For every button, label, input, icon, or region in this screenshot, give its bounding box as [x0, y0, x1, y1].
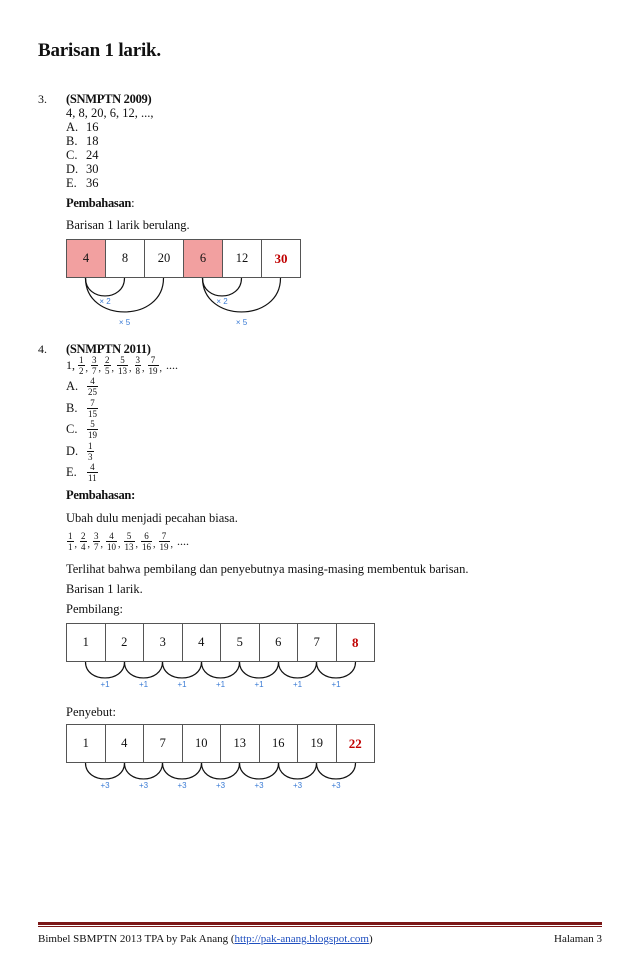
pembilang-cell: 1 [67, 624, 106, 662]
q4-source: (SNMPTN 2011) [66, 342, 151, 356]
q3-cell: 6 [184, 240, 223, 278]
penyebut-arc-label: +3 [100, 781, 110, 790]
penyebut-cell-answer: 22 [336, 725, 375, 763]
penyebut-arc [86, 763, 125, 779]
q3-arc-label-times2: × 2 [99, 297, 111, 306]
q3-option-e: E. 36 [66, 176, 99, 190]
q3-cell: 4 [67, 240, 106, 278]
q3-sequence: 4, 8, 20, 6, 12, ..., [66, 106, 154, 120]
q3-arc-label-times2: × 2 [216, 297, 228, 306]
penyebut-cell: 13 [221, 725, 260, 763]
penyebut-arc [163, 763, 202, 779]
q3-explanation: Barisan 1 larik berulang. [66, 218, 190, 232]
pembilang-cell: 6 [259, 624, 298, 662]
q4-seq-tail: .... [166, 358, 178, 372]
footer-link[interactable]: http://pak-anang.blogspot.com [234, 933, 369, 945]
pembilang-arc [86, 662, 125, 678]
q4-option-fraction: $\frac{1}{3}$ [88, 440, 93, 462]
penyebut-cell: 10 [182, 725, 221, 763]
q3-source: (SNMPTN 2009) [66, 92, 152, 106]
q4-converted-fraction: $\frac{6}{16}$ [142, 531, 151, 552]
penyebut-arc [317, 763, 356, 779]
penyebut-arc-label: +3 [215, 781, 226, 790]
q4-seq-fraction: $\frac{5}{13}$ [118, 355, 127, 376]
q4-seq-lead: 1, [66, 358, 75, 372]
pembilang-arc-label: +1 [177, 680, 187, 689]
pembilang-cell-answer: 8 [336, 624, 375, 662]
q3-option-b: B. 18 [66, 134, 99, 148]
pembilang-arc-label: +1 [331, 680, 341, 689]
penyebut-arc-label: +3 [138, 781, 149, 790]
pembilang-arc [202, 662, 240, 678]
q4-seq-fraction: $\frac{3}{8}$ [135, 355, 140, 376]
pembilang-label: Pembilang: [66, 602, 123, 616]
q4-pembahasan-heading: Pembahasan: [66, 488, 135, 502]
q3-option-d: D. 30 [66, 162, 99, 176]
penyebut-cell: 4 [105, 725, 144, 763]
penyebut-arc [279, 763, 317, 779]
pembilang-arc-label: +1 [100, 680, 110, 689]
q4-option-c: C. $\frac{5}{19}$ [66, 419, 97, 441]
footer-rule [38, 922, 602, 925]
q4-converted-fraction: $\frac{5}{13}$ [124, 531, 134, 552]
q4-converted-fraction: $\frac{7}{19}$ [159, 531, 169, 552]
q3-arc-label-times5: × 5 [118, 318, 131, 327]
q4-converted-fraction: $\frac{2}{4}$ [81, 531, 86, 552]
q3-option-c: C. 24 [66, 148, 99, 162]
q3-arc-times2 [203, 278, 242, 296]
q4-option-d: D. $\frac{1}{3}$ [66, 440, 93, 462]
pembilang-arc [279, 662, 317, 678]
q3-number: 3. [38, 92, 47, 106]
q4-option-a: A. $\frac{4}{25}$ [66, 376, 97, 398]
penyebut-cell: 7 [144, 725, 183, 763]
page-number: Halaman 3 [554, 933, 602, 945]
q4-option-fraction: $\frac{4}{11}$ [88, 462, 97, 484]
penyebut-arc-label: +3 [177, 781, 187, 790]
q4-seq-fraction: $\frac{3}{7}$ [92, 355, 97, 376]
q4-converted-tail: .... [177, 534, 189, 548]
q4-options [66, 376, 99, 484]
q4-number: 4. [38, 342, 47, 356]
q4-explanation-2: Terlihat bahwa pembilang dan penyebutnya masing-masing membentuk barisan. [66, 562, 469, 576]
pembilang-cell: 3 [144, 624, 183, 662]
penyebut-cell: 1 [67, 725, 106, 763]
q4-converted-sequence: $\frac{1}{1}$ , $\frac{2}{4}$ , $\frac{3}{7}$ , $\frac{4}{10}$ , $\frac{5}{13}$ , $\frac{6}{16}$ , $\frac{7}{19}$ , .... [68, 531, 189, 552]
pembilang-cell: 7 [298, 624, 337, 662]
penyebut-arc-label: +3 [254, 781, 264, 790]
pembilang-arc-label: +1 [254, 680, 264, 689]
penyebut-arc [202, 763, 240, 779]
q4-option-b: B. $\frac{7}{15}$ [66, 397, 97, 419]
penyebut-arc [125, 763, 163, 779]
q3-cell-answer: 30 [262, 240, 301, 278]
q3-cell: 12 [223, 240, 262, 278]
pembilang-arc-label: +1 [138, 680, 149, 689]
section-title: Barisan 1 larik. [38, 40, 161, 61]
q3-arc-times2 [86, 278, 125, 296]
q4-sequence: 1, $\frac{1}{2}$ , $\frac{3}{7}$ , $\frac{2}{5}$ , $\frac{5}{13}$ , $\frac{3}{8}$ , $\frac{7}{19}$ , .... [66, 355, 178, 376]
q3-cell: 8 [106, 240, 145, 278]
pembilang-cell: 5 [221, 624, 260, 662]
penyebut-arc-label: +3 [331, 781, 341, 790]
q3-option-a: A. 16 [66, 120, 99, 134]
footer-rule-thin [38, 926, 602, 927]
q4-option-fraction: $\frac{5}{19}$ [88, 419, 97, 441]
q4-option-e: E. $\frac{4}{11}$ [66, 462, 97, 484]
q4-converted-fraction: $\frac{3}{7}$ [94, 531, 99, 552]
q3-cell: 20 [145, 240, 184, 278]
pembilang-arc [163, 662, 202, 678]
q3-pembahasan-heading: Pembahasan: [66, 196, 135, 210]
pembilang-arc-label: +1 [292, 680, 303, 689]
penyebut-cell: 16 [259, 725, 298, 763]
pembilang-cell: 4 [182, 624, 221, 662]
penyebut-table [66, 724, 375, 763]
q4-explanation-1: Ubah dulu menjadi pecahan biasa. [66, 511, 238, 525]
q3-arc-label-times5: × 5 [235, 318, 248, 327]
q4-converted-fraction: $\frac{1}{1}$ [68, 531, 73, 552]
pembilang-arc [125, 662, 163, 678]
pembilang-arc [317, 662, 356, 678]
q4-converted-fraction: $\frac{4}{10}$ [107, 531, 116, 552]
penyebut-arc-label: +3 [292, 781, 303, 790]
pembilang-table [66, 623, 375, 662]
footer-credit: Bimbel SBMPTN 2013 TPA by Pak Anang (http://pak-anang.blogspot.com) [38, 933, 373, 945]
q4-seq-fraction: $\frac{7}{19}$ [148, 355, 158, 376]
penyebut-arc [240, 763, 279, 779]
q4-explanation-3: Barisan 1 larik. [66, 582, 143, 596]
pembilang-cell: 2 [105, 624, 144, 662]
pembilang-arc [240, 662, 279, 678]
q4-seq-fraction: $\frac{2}{5}$ [105, 355, 110, 376]
penyebut-cell: 19 [298, 725, 337, 763]
penyebut-label: Penyebut: [66, 705, 116, 719]
q4-option-fraction: $\frac{7}{15}$ [88, 397, 97, 419]
pembilang-arc-label: +1 [215, 680, 226, 689]
q4-seq-fraction: $\frac{1}{2}$ [79, 355, 84, 376]
q4-option-fraction: $\frac{4}{25}$ [88, 376, 97, 398]
